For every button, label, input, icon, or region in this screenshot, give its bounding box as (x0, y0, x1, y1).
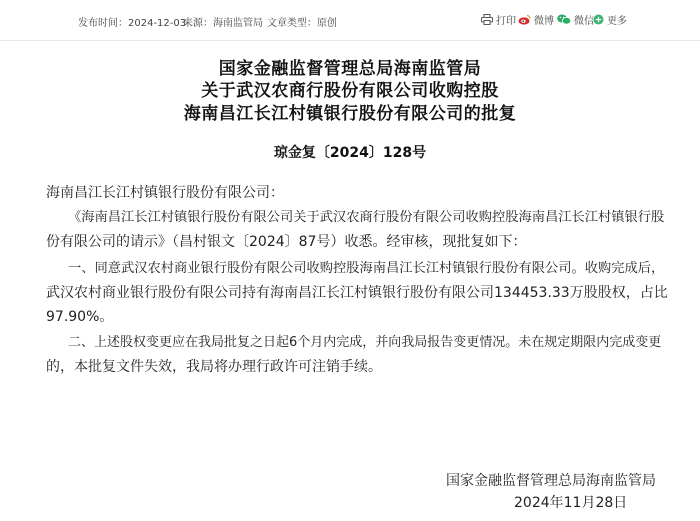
publish-time: 发布时间：2024-12-03 (78, 18, 187, 29)
article-meta-bar (0, 0, 700, 41)
print-button[interactable]: 打印 (481, 12, 516, 27)
document-title-line-2: 关于武汉农商行股份有限公司收购控股 (201, 81, 499, 101)
weibo-icon (518, 14, 531, 25)
paragraph-1-line-1: 《海南昌江长江村镇银行股份有限公司关于武汉农商行股份有限公司收购控股海南昌江长江村镇银行股 (68, 210, 665, 225)
paragraph-1-line-2: 份有限公司的请示》（昌村银文〔2024〕87号）收悉。经审核，现批复如下： (46, 234, 527, 250)
paragraph-2-line-1: 一、同意武汉农村商业银行股份有限公司收购控股海南昌江长江村镇银行股份有限公司。收购完成后， (68, 261, 665, 276)
more-share-button[interactable]: 更多 (593, 12, 627, 27)
document-title-line-3: 海南昌江长江村镇银行股份有限公司的批复 (183, 104, 517, 124)
paragraph-3-line-2: 的，本批复文件失效，我局将办理行政许可注销手续。 (46, 359, 382, 375)
signature-organization: 国家金融监督管理总局海南监管局 (446, 473, 656, 489)
wechat-icon (557, 14, 571, 25)
paragraph-2-line-3: 97.90%。 (46, 309, 114, 325)
printer-icon (481, 14, 493, 25)
wechat-share-button[interactable]: 微信 (557, 12, 594, 27)
addressee: 海南昌江长江村镇银行股份有限公司： (46, 185, 284, 201)
paragraph-3-line-1: 二、上述股权变更应在我局批复之日起6个月内完成，并向我局报告变更情况。未在规定期限内完成变更 (68, 335, 662, 350)
document-number: 琼金复〔2024〕128号 (273, 145, 427, 161)
document-title-line-1: 国家金融监督管理总局海南监管局 (218, 59, 482, 79)
source: 来源：海南监管局 (183, 18, 263, 29)
signature-date: 2024年11月28日 (514, 495, 628, 511)
paragraph-2-line-2: 武汉农村商业银行股份有限公司持有海南昌江长江村镇银行股份有限公司134453.33万股股权，占比 (46, 285, 668, 301)
article-type: 文章类型：原创 (267, 18, 337, 29)
plus-circle-icon (593, 14, 604, 25)
weibo-share-button[interactable]: 微博 (518, 12, 554, 27)
